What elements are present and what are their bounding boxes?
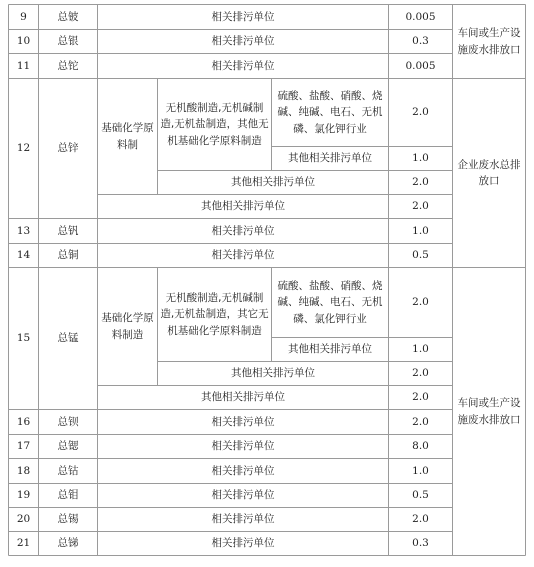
row-number: 17	[16, 440, 31, 453]
discharge-unit: 相关排污单位	[211, 537, 275, 550]
industry-subcategory: 无机酸制造,无机碱制造,无机盐制造，其他无机基础化学原料制造	[160, 102, 269, 147]
specific-industry: 硫酸、盐酸、硝酸、烧碱、纯碱、电石、无机磷、氯化钾行业	[277, 90, 383, 135]
pollutant-name: 总锶	[57, 440, 79, 453]
discharge-unit: 相关排污单位	[211, 464, 275, 477]
limit-value: 0.5	[412, 489, 429, 502]
pollutant-name: 总锡	[57, 513, 79, 526]
limit-value: 2.0	[412, 415, 429, 428]
pollutant-name: 总锑	[57, 537, 79, 550]
industry-category: 基础化学原料制造	[101, 312, 154, 341]
discharge-unit: 相关排污单位	[211, 35, 275, 48]
pollutant-name: 总钼	[57, 489, 79, 502]
pollutant-name: 总钒	[57, 224, 79, 237]
limit-value: 0.005	[405, 59, 436, 72]
row-number: 21	[16, 537, 31, 550]
pollutant-name: 总铊	[57, 59, 79, 72]
row-number: 12	[16, 142, 31, 155]
discharge-unit: 相关排污单位	[211, 513, 275, 526]
other-discharge-unit: 其他相关排污单位	[288, 343, 372, 356]
limit-value: 1.0	[412, 343, 429, 356]
pollutant-name: 总锌	[57, 142, 79, 155]
pollutant-name: 总钴	[57, 464, 79, 477]
pollutant-name: 总钡	[57, 415, 79, 428]
limit-value: 0.5	[412, 249, 429, 262]
discharge-unit: 相关排污单位	[211, 415, 275, 428]
outlet-location: 车间或生产设施废水排放口	[457, 27, 521, 56]
limit-value: 1.0	[412, 464, 429, 477]
limit-value: 2.0	[412, 367, 429, 380]
other-discharge-unit: 其他相关排污单位	[201, 200, 285, 213]
row-number: 20	[16, 513, 31, 526]
limit-value: 2.0	[412, 106, 429, 119]
limit-value: 2.0	[412, 296, 429, 309]
outlet-location: 企业废水总排放口	[457, 158, 521, 187]
limit-value: 1.0	[412, 224, 429, 237]
row-number: 13	[16, 224, 31, 237]
row-number: 11	[16, 59, 31, 72]
row-number: 16	[16, 415, 31, 428]
discharge-unit: 相关排污单位	[211, 440, 275, 453]
other-discharge-unit: 其他相关排污单位	[231, 367, 315, 380]
discharge-unit: 相关排污单位	[211, 249, 275, 262]
pollutant-name: 总银	[57, 35, 79, 48]
discharge-unit: 相关排污单位	[211, 224, 275, 237]
row-number: 19	[16, 489, 31, 502]
limit-value: 0.3	[412, 537, 429, 550]
limit-value: 8.0	[412, 440, 429, 453]
limit-value: 0.005	[405, 10, 436, 23]
row-number: 9	[20, 10, 27, 23]
row-number: 10	[16, 35, 31, 48]
industry-subcategory: 无机酸制造,无机碱制造,无机盐制造，其它无机基础化学原料制造	[160, 292, 269, 337]
limit-value: 1.0	[412, 152, 429, 165]
other-discharge-unit: 其他相关排污单位	[231, 176, 315, 189]
discharge-unit: 相关排污单位	[211, 489, 275, 502]
row-number: 14	[16, 249, 31, 262]
outlet-location: 车间或生产设施废水排放口	[457, 397, 521, 426]
row-number: 18	[16, 464, 31, 477]
limit-value: 0.3	[412, 35, 429, 48]
pollutant-name: 总锰	[57, 332, 79, 345]
pollutant-name: 总铍	[57, 10, 79, 23]
other-discharge-unit: 其他相关排污单位	[288, 152, 372, 165]
specific-industry: 硫酸、盐酸、硝酸、烧碱、纯碱、电石、无机磷、氯化钾行业	[277, 280, 383, 325]
industry-category: 基础化学原料制	[101, 122, 154, 151]
limit-value: 2.0	[412, 513, 429, 526]
discharge-unit: 相关排污单位	[211, 59, 275, 72]
limit-value: 2.0	[412, 176, 429, 189]
pollutant-name: 总铜	[57, 249, 79, 262]
limit-value: 2.0	[412, 200, 429, 213]
limit-value: 2.0	[412, 391, 429, 404]
other-discharge-unit: 其他相关排污单位	[201, 391, 285, 404]
discharge-unit: 相关排污单位	[211, 10, 275, 23]
row-number: 15	[16, 332, 31, 345]
